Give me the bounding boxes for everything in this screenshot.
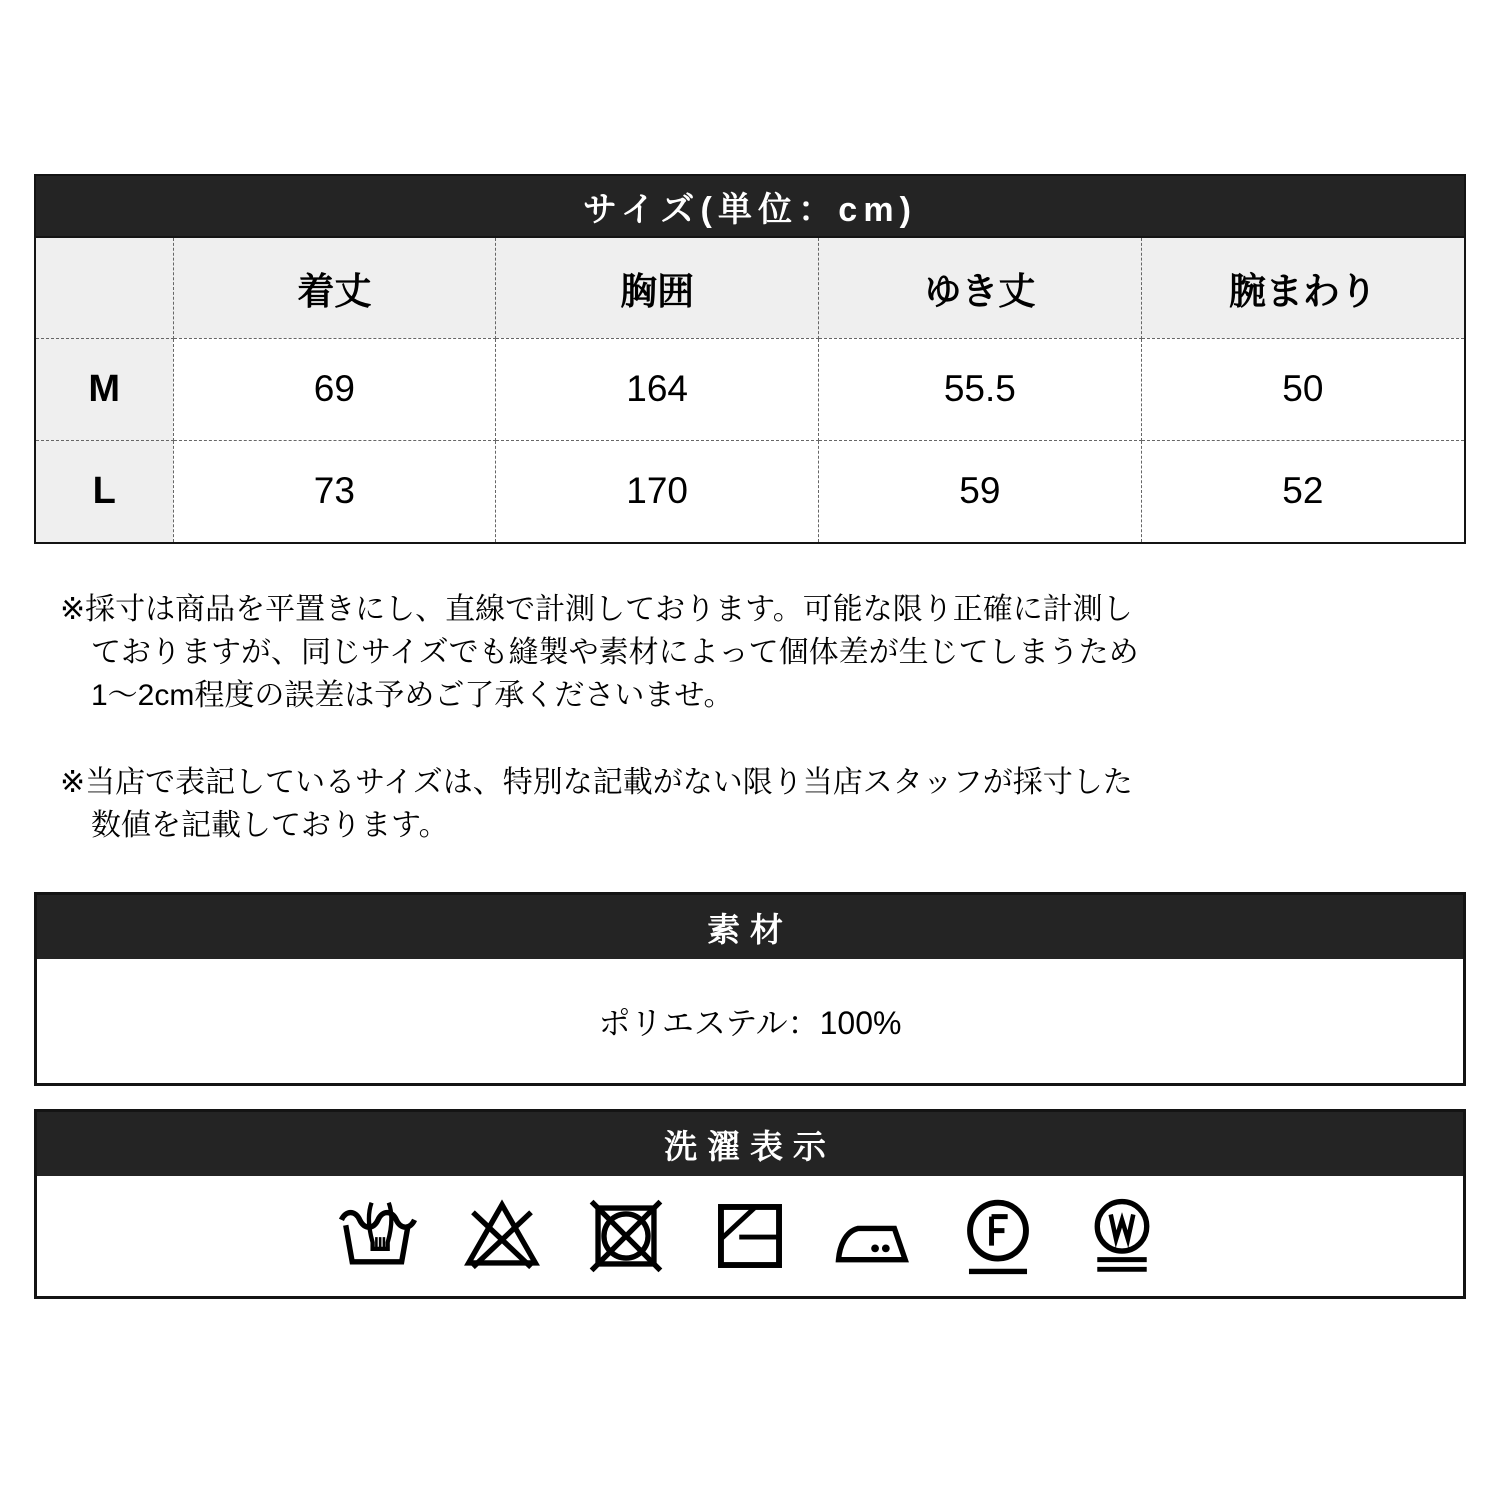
material-section	[34, 892, 1466, 1086]
iron-two-dots-icon	[831, 1193, 917, 1279]
size-section	[34, 174, 1466, 544]
laundry-section	[34, 1109, 1466, 1299]
table-row-m	[36, 338, 1464, 440]
material-content: ポリエステル：100%	[37, 959, 1463, 1083]
cell-m-length: 69	[173, 338, 496, 440]
note-line: ておりますが、同じサイズでも縫製や素材によって個体差が生じてしまうため	[91, 636, 1139, 669]
hand-wash-icon	[335, 1193, 421, 1279]
note-line: 1〜2cm程度の誤差は予めご了承くださいませ。	[91, 679, 734, 712]
do-not-bleach-icon	[459, 1193, 545, 1279]
cell-l-chest: 170	[496, 440, 819, 542]
wet-clean-W-icon	[1079, 1193, 1165, 1279]
size-notation-note	[60, 761, 1466, 847]
size-section-title: サイズ(単位：cm)	[582, 190, 918, 229]
dry-clean-F-icon	[955, 1193, 1041, 1279]
cell-m-chest: 164	[496, 338, 819, 440]
size-table-header-row	[36, 238, 1464, 338]
cell-l-length: 73	[173, 440, 496, 542]
column-header-chest: 胸囲	[496, 238, 819, 338]
note-line: ※採寸は商品を平置きにし、直線で計測しております。可能な限り正確に計測し	[60, 593, 1133, 626]
material-section-header	[37, 895, 1463, 959]
column-header-arm: 腕まわり	[1141, 238, 1464, 338]
laundry-symbols-row	[37, 1176, 1463, 1296]
cell-m-sleeve: 55.5	[819, 338, 1142, 440]
laundry-section-title: 洗濯表示	[664, 1127, 836, 1165]
size-section-header	[36, 176, 1464, 238]
note-line: ※当店で表記しているサイズは、特別な記載がない限り当店スタッフが採寸した	[60, 766, 1133, 799]
flat-dry-in-shade-icon	[707, 1193, 793, 1279]
note-line: 数値を記載しております。	[91, 809, 449, 842]
size-table	[36, 238, 1464, 542]
laundry-section-header	[37, 1112, 1463, 1176]
size-table-corner-cell	[36, 238, 173, 338]
row-label-l: L	[36, 440, 173, 542]
measurement-note	[60, 588, 1466, 717]
do-not-tumble-dry-icon	[583, 1193, 669, 1279]
row-label-m: M	[36, 338, 173, 440]
table-row-l	[36, 440, 1464, 542]
cell-l-sleeve: 59	[819, 440, 1142, 542]
cell-l-arm: 52	[1141, 440, 1464, 542]
cell-m-arm: 50	[1141, 338, 1464, 440]
notes-block	[34, 588, 1466, 847]
material-section-title: 素材	[707, 910, 793, 948]
column-header-sleeve: ゆき丈	[819, 238, 1142, 338]
column-header-length: 着丈	[173, 238, 496, 338]
